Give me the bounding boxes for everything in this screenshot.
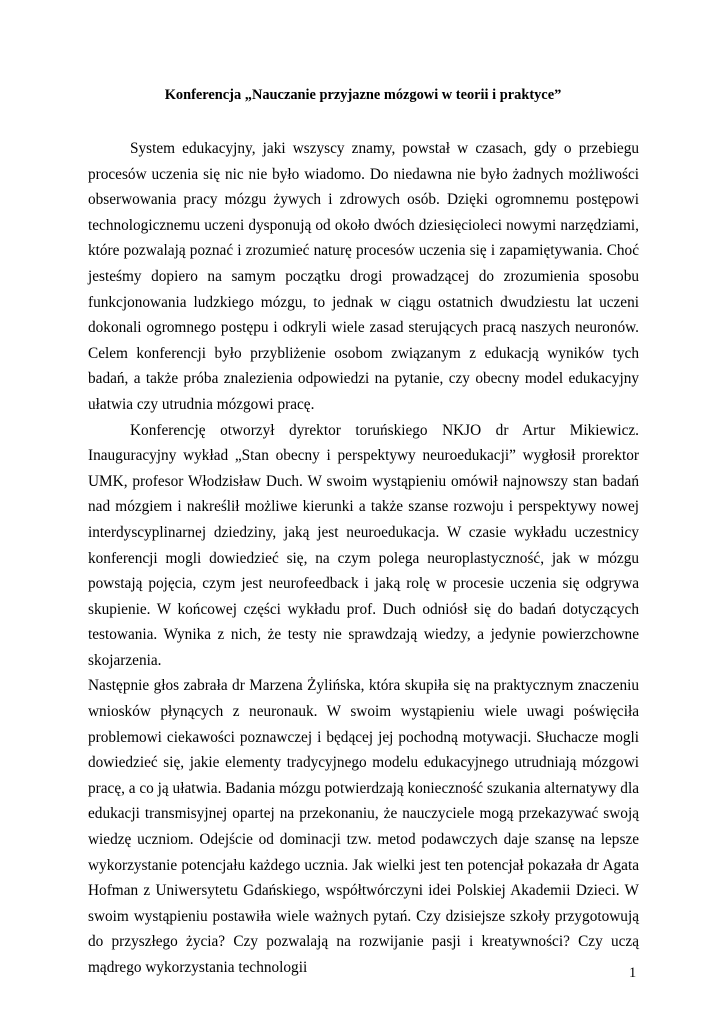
paragraph-opening: Konferencję otworzył dyrektor toruńskiego NKJO dr Artur Mikiewicz. Inauguracyjny wykład „Stan obecny i perspektywy neuroedukacji” wygłosił prorektor UMK, profesor Włodzisław Duch. W swoim wystąpieniu omówił najnowszy stan badań nad mózgiem i nakreślił możliwe kierunki a także szanse rozwoju i perspektywy nowej interdyscyplinarnej dziedziny, jaką jest neuroedukacja. W czasie wykładu uczestnicy konferencji mogli dowiedzieć się, na czym polega neuroplastyczność, jak w mózgu powstają pojęcia, czym jest neurofeedback i jaką rolę w procesie uczenia się odgrywa skupienie. W końcowej części wykładu prof. Duch odniósł się do badań dotyczących testowania. Wynika z nich, że testy nie sprawdzają wiedzy, a jedynie powierzchowne skojarzenia. [88, 421, 639, 669]
document-title: Konferencja „Nauczanie przyjazne mózgowi w teorii i praktyce” [164, 87, 562, 103]
page-number: 1 [629, 965, 637, 981]
document-body [88, 136, 639, 981]
paragraph-intro: System edukacyjny, jaki wszyscy znamy, powstał w czasach, gdy o przebiegu procesów uczenia się nic nie było wiadomo. Do niedawna nie było żadnych możliwości obserwowania pracy mózgu żywych i zdrowych osób. Dzięki ogromnemu postępowi technologicznemu uczeni dysponują od około dwóch dziesięcioleci nowymi narzędziami, które pozwalają poznać i zrozumieć naturę procesów uczenia się i zapamiętywania. Choć jesteśmy dopiero na samym początku drogi prowadzącej do zrozumienia sposobu funkcjonowania ludzkiego mózgu, to jednak w ciągu ostatnich dwudziestu lat uczeni dokonali ogromnego postępu i odkryli wiele zasad sterujących pracą naszych neuronów. Celem konferencji było przybliżenie osobom związanym z edukacją wyników tych badań, a także próba znalezienia odpowiedzi na pytanie, czy obecny model edukacyjny ułatwia czy utrudnia mózgowi pracę. [88, 140, 639, 413]
paragraph-second-speaker: Następnie głos zabrała dr Marzena Żylińska, która skupiła się na praktycznym znaczeniu wniosków płynących z neuronauk. W swoim wystąpieniu wiele uwagi poświęciła problemowi ciekawości poznawczej i będącej jej pochodną motywacji. Słuchacze mogli dowiedzieć się, jakie elementy tradycyjnego modelu edukacyjnego utrudniają mózgowi pracę, a co ją ułatwia. Badania mózgu potwierdzają konieczność szukania alternatywy dla edukacji transmisyjnej opartej na przekonaniu, że nauczyciele mogą przekazywać swoją wiedzę uczniom. Odejście od dominacji tzw. metod podawczych daje szansę na lepsze wykorzystanie potencjału każdego ucznia. Jak wielki jest ten potencjał pokazała dr Agata Hofman z Uniwersytetu Gdańskiego, współtwórczyni idei Polskiej Akademii Dzieci. W swoim wystąpieniu postawiła wiele ważnych pytań. Czy dzisiejsze szkoły przygotowują do przyszłego życia? Czy pozwalają na rozwijanie pasji i kreatywności? Czy uczą mądrego wykorzystania technologii [88, 677, 639, 976]
